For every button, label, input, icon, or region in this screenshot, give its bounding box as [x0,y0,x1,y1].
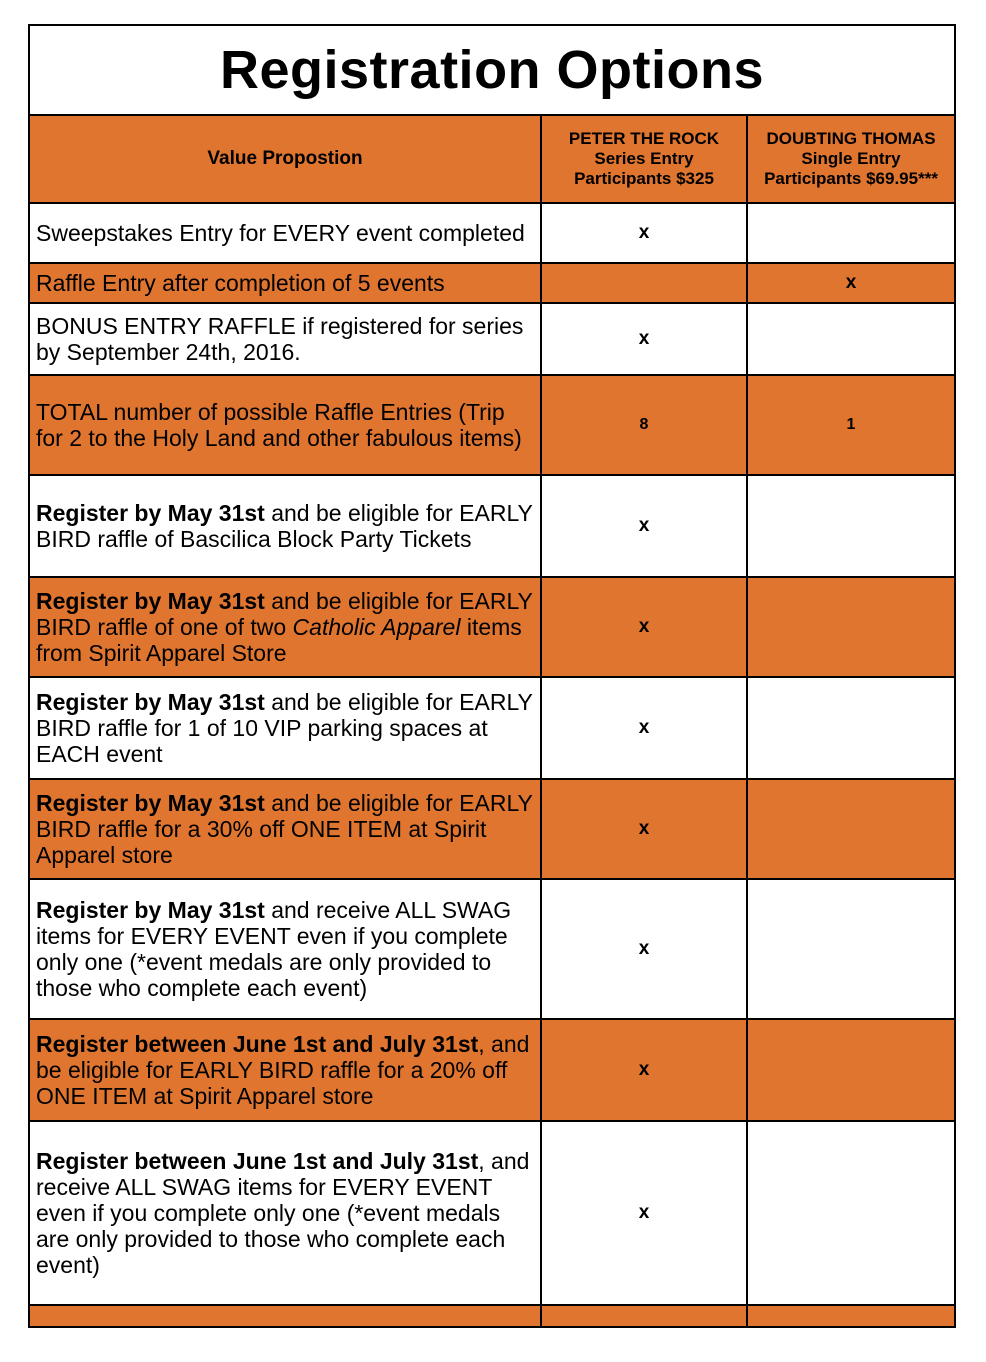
table-row [29,879,955,1019]
doubting-thomas-value [747,1121,955,1305]
value-proposition-cell [29,1305,541,1327]
text-segment: , and receive ALL SWAG items for EVERY EVENT even if you complete only one (*event medals are only provided to those who complete each event) [36,1148,530,1278]
table-row [29,263,955,303]
page-title: Registration Options [220,40,765,100]
text-segment: and receive ALL SWAG items for EVERY EVENT even if you complete only one (*event medals are only provided to those who complete each event) [36,897,512,1001]
value-proposition-cell [29,375,541,475]
value-proposition-cell [29,203,541,263]
peter-the-rock-value: x [541,677,747,779]
peter-the-rock-value: x [541,203,747,263]
table-row [29,303,955,375]
doubting-thomas-value: 1 [747,375,955,475]
value-proposition-cell [29,677,541,779]
value-proposition-header: Value Propostion [29,115,541,203]
peter-the-rock-value: x [541,879,747,1019]
doubting-thomas-value [747,203,955,263]
peter-the-rock-value: x [541,303,747,375]
doubting-thomas-header [747,115,955,203]
table-row [29,779,955,879]
peter-the-rock-header [541,115,747,203]
thomas-header-line-2: Single Entry [801,149,901,168]
table-body [29,203,955,1327]
table-row [29,677,955,779]
value-proposition-cell [29,475,541,577]
thomas-header-line-1: DOUBTING THOMAS [766,129,936,148]
value-proposition-cell [29,779,541,879]
text-segment: and be eligible for EARLY BIRD raffle for a 30% off ONE ITEM at Spirit Apparel store [36,790,533,868]
doubting-thomas-value [747,475,955,577]
text-segment: Sweepstakes Entry for EVERY event completed [36,220,525,246]
registration-table [28,24,956,1328]
doubting-thomas-value [747,1305,955,1327]
bold-text: Register by May 31st [36,689,265,715]
thomas-header-line-3: Participants $69.95*** [764,169,938,188]
text-segment: , and be eligible for EARLY BIRD raffle for a 20% off ONE ITEM at Spirit Apparel store [36,1031,530,1109]
table-row [29,475,955,577]
table-row [29,375,955,475]
bold-text: Register by May 31st [36,588,265,614]
peter-the-rock-value [541,263,747,303]
peter-the-rock-value: x [541,577,747,677]
peter-the-rock-value: 8 [541,375,747,475]
value-proposition-cell [29,577,541,677]
table-row [29,203,955,263]
italic-text: Catholic Apparel [292,614,461,640]
value-proposition-cell [29,879,541,1019]
peter-the-rock-value: x [541,779,747,879]
text-segment: and be eligible for EARLY BIRD raffle of Bascilica Block Party Tickets [36,500,533,552]
doubting-thomas-value [747,779,955,879]
table-row [29,1121,955,1305]
title-cell [29,25,955,115]
doubting-thomas-value: x [747,263,955,303]
doubting-thomas-value [747,303,955,375]
registration-options-sheet [28,24,954,1328]
bold-text: Register by May 31st [36,790,265,816]
value-proposition-cell [29,1121,541,1305]
text-segment: Raffle Entry after completion of 5 events [36,270,445,296]
value-proposition-cell [29,1019,541,1121]
peter-the-rock-value: x [541,475,747,577]
text-segment: and be eligible for EARLY BIRD raffle of one of two [36,588,533,640]
value-proposition-cell [29,263,541,303]
peter-the-rock-value [541,1305,747,1327]
table-row [29,1019,955,1121]
doubting-thomas-value [747,677,955,779]
bold-text: Register by May 31st [36,500,265,526]
table-row [29,577,955,677]
doubting-thomas-value [747,1019,955,1121]
peter-the-rock-value: x [541,1019,747,1121]
doubting-thomas-value [747,577,955,677]
table-row [29,1305,955,1327]
bold-text: Register between June 1st and July 31st [36,1031,479,1057]
text-segment: TOTAL number of possible Raffle Entries (Trip for 2 to the Holy Land and other fabulous items) [36,399,522,451]
peter-header-line-1: PETER THE ROCK [568,129,720,148]
peter-header-line-2: Series Entry [594,149,694,168]
bold-text: Register by May 31st [36,897,265,923]
peter-header-line-3: Participants $325 [574,169,714,188]
text-segment: and be eligible for EARLY BIRD raffle for 1 of 10 VIP parking spaces at EACH event [36,689,533,767]
peter-the-rock-value: x [541,1121,747,1305]
value-proposition-cell [29,303,541,375]
bold-text: Register between June 1st and July 31st [36,1148,479,1174]
text-segment: items from Spirit Apparel Store [36,614,522,666]
doubting-thomas-value [747,879,955,1019]
text-segment: BONUS ENTRY RAFFLE if registered for series by September 24th, 2016. [36,313,524,365]
